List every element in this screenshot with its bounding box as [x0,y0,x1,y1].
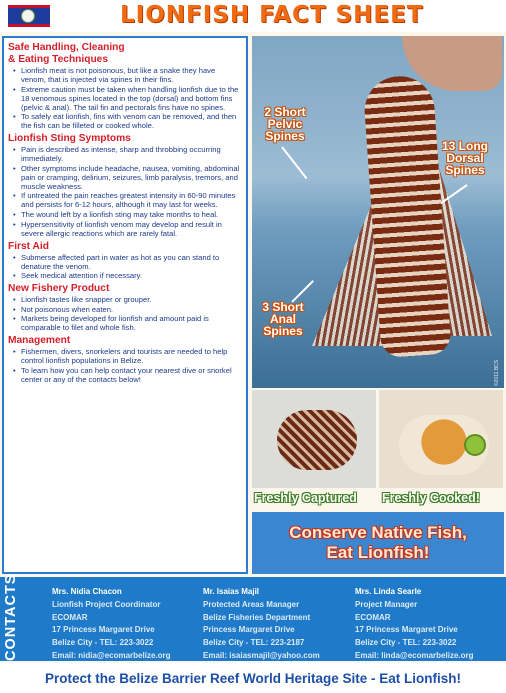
arrow-pelvic [281,146,307,179]
label-pelvic-spines: 2 Short Pelvic Spines [264,105,306,143]
cooked-photo [379,390,503,488]
contact-name: Mr. Isaias Majil [203,587,260,596]
contact-card-searle [355,586,474,663]
contact-role: Protected Areas Manager [203,599,300,609]
list-item: • Extreme caution must be taken when handling lionfish due to the 18 venomous spines located in the top (dorsal) and bottom fins (pelvic & anal). The tail fin and pectorals fins have no spines. [13,85,242,112]
contact-card-majil [203,586,320,663]
footer-slogan: Protect the Belize Barrier Reef World Heritage Site - Eat Lionfish! [44,670,462,686]
first-aid-list [8,253,242,281]
section-title-management: Management [8,335,71,347]
flag-seal [21,9,35,23]
contacts-label: CONTACTS [3,573,19,661]
contact-email[interactable]: Email: linda@ecomarbelize.org [355,650,474,660]
list-item: • To learn how you can help contact your nearest dive or snorkel center or any of the contacts below! [13,366,242,384]
contact-org: ECOMAR [355,612,391,622]
list-item: • If untreated the pain reaches greatest intensity in 60-90 minutes and persists for 6-12 hours, although it may last for weeks. [13,191,242,209]
contact-phone: Belize City - TEL: 223-2187 [203,638,305,648]
section-title-fishery: New Fishery Product [8,283,110,295]
lime-shape [464,434,486,456]
fishery-list [8,295,242,332]
footer [0,663,506,693]
caption-cooked: Freshly Cooked! [382,491,480,505]
management-list [8,347,242,384]
photo-credit: ©2011 BCS [494,359,500,386]
contact-address: Princess Margaret Drive [203,625,295,635]
caption-captured: Freshly Captured [254,491,357,505]
symptoms-list [8,145,242,237]
list-item: • Not poisonous when eaten. [13,305,242,314]
contact-address: 17 Princess Margaret Drive [52,625,155,635]
contacts-bar [0,573,506,661]
fish-shape [277,410,357,470]
list-item: • The wound left by a lionfish sting may take months to heal. [13,210,242,219]
contact-role: Lionfish Project Coordinator [52,599,161,609]
contact-card-chacon [52,586,171,663]
section-title-handling-2: & Eating Techniques [8,54,108,65]
contact-name: Mrs. Nidia Chacon [52,587,122,596]
captured-photo [252,390,376,488]
contact-phone: Belize City - TEL: 223-3022 [52,638,154,648]
list-item: • Lionfish meat is not poisonous, but like a snake they have venom, that is injected via spines in their fins. [13,66,242,84]
contact-org: Belize Fisheries Department [203,612,311,622]
handling-list [8,66,242,130]
list-item: • Markets being developed for lionfish and amount paid is comparable to filet and whole fish. [13,314,242,332]
contact-phone: Belize City - TEL: 223-3022 [355,638,457,648]
banner-line-1: Conserve Native Fish, [289,523,467,542]
list-item: • Submerse affected part in water as hot as you can stand to denature the venom. [13,253,242,271]
contact-name: Mrs. Linda Searle [355,587,422,596]
list-item: • Seek medical attention if necessary. [13,271,242,280]
list-item: • Other symptoms include headache, nausea, vomiting, abdominal pain or cramping, delirium, seizures, limb paralysis, tremors, and muscle weakness. [13,164,242,191]
list-item: • Lionfish tastes like snapper or grouper. [13,295,242,304]
lionfish-photo [252,36,504,388]
banner-line-2: Eat Lionfish! [326,543,430,562]
label-dorsal-spines: 13 Long Dorsal Spines [441,139,488,177]
list-item: • Fishermen, divers, snorkelers and tourists are needed to help control lionfish populations in Belize. [13,347,242,365]
conserve-banner [252,512,504,574]
section-title-handling: Safe Handling, Cleaning [8,42,125,53]
list-item: • Hypersensitivity of lionfish venom may develop and result in severe allergic reactions which are rarely fatal. [13,220,242,238]
contact-address: 17 Princess Margaret Drive [355,625,458,635]
label-anal-spines: 3 Short Anal Spines [262,300,304,338]
contact-org: ECOMAR [52,612,88,622]
section-title-first-aid: First Aid [8,240,49,252]
page-title: LIONFISH FACT SHEET [120,2,424,28]
contact-email[interactable]: Email: isaiasmajil@yahoo.com [203,650,320,660]
belize-flag-icon [8,5,50,27]
list-item: • To safely eat lionfish, fins with venom can be removed, and then the fish can be filleted or cooked whole. [13,112,242,130]
list-item: • Pain is described as intense, sharp and throbbing occurring immediately. [13,145,242,163]
contact-email[interactable]: Email: nidia@ecomarbelize.org [52,650,171,660]
contact-role: Project Manager [355,599,418,609]
section-title-symptoms: Lionfish Sting Symptoms [8,133,131,145]
fact-panel [2,36,248,574]
header [0,0,506,32]
